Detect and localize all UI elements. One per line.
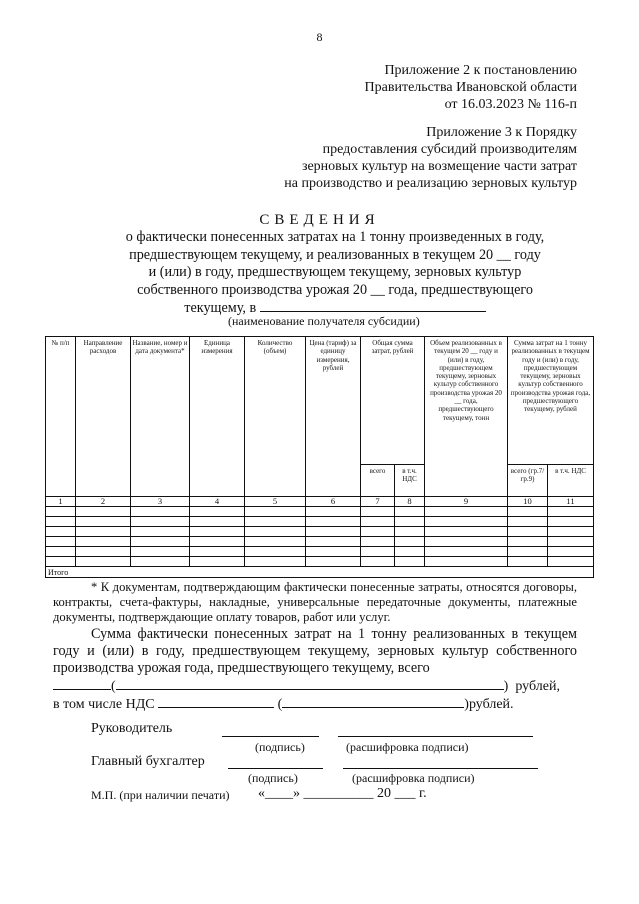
header-document: Название, номер и дата документа* [131,337,190,497]
col-number: 7 [361,497,395,507]
col-number: 9 [425,497,508,507]
document-subtitle [90,229,580,318]
rubles-label: рублей, [515,679,560,694]
header-quantity: Количество (объем) [245,337,306,497]
col-number: 2 [76,497,131,507]
date-field[interactable]: «____» __________ 20 ___ г. [258,786,427,801]
head-decode-caption: (расшифровка подписи) [346,740,469,754]
total-row[interactable] [46,567,594,578]
amount-number-field[interactable] [53,677,111,690]
accountant-label: Главный бухгалтер [91,754,205,769]
vat-rubles-label: рублей. [468,697,514,712]
subtitle-line: текущему, в [184,300,257,316]
accountant-sign-caption: (подпись) [248,771,298,785]
footnote: * К документам, подтверждающим фактически понесенные затраты, относятся договоры, контракты, счета-фактуры, накладные, универсальные передаточные документы, платежные документы, подтверждающие оплату товаров, работ или услуг. [53,580,577,624]
total-label: Итого [46,567,594,578]
header-vat: в т.ч. НДС [395,465,425,497]
recipient-blank[interactable] [260,299,486,312]
header-num: № п/п [46,337,76,497]
vat-label: в том числе НДС [53,697,155,712]
subtitle-line: и (или) в году, предшествующем текущему, зерновых культур [148,264,522,280]
header-total-per-ton: всего (гр.7/ гр.9) [508,465,548,497]
numbers-row [46,497,594,507]
head-signature-field[interactable] [222,736,319,737]
expenses-table [45,336,594,578]
head-decode-field[interactable] [338,736,533,737]
head-label: Руководитель [91,721,173,736]
document-title: СВЕДЕНИЯ [259,212,380,228]
seal-label: М.П. (при наличии печати) [91,788,230,802]
table-row[interactable] [46,537,594,547]
col-number: 1 [46,497,76,507]
header-vat-per-ton: в т.ч. НДС [548,465,594,497]
vat-words-field[interactable] [282,695,464,708]
vat-line: в том числе НДС ( )рублей. [53,697,514,712]
table-row[interactable] [46,557,594,567]
header-volume: Объем реализованных в текущем 20 __ году и (или) в году, предшествующем текущему, зерновых культур собственного производства урожая 20 __ года, предшествующего текущему, тонн [425,337,508,497]
head-sign-caption: (подпись) [255,740,305,754]
subtitle-line: о фактически понесенных затратах на 1 тонну произведенных в году, [125,229,545,245]
col-number: 5 [245,497,306,507]
table-row[interactable] [46,517,594,527]
sum-paragraph: Сумма фактически понесенных затрат на 1 тонну реализованных в текущем году и (или) в году, предшествующем текущему, зерновых культур собственного производства урожая года, предшествующего текущему, всего [53,626,577,676]
accountant-decode-caption: (расшифровка подписи) [352,771,475,785]
header-cost-per-ton: Сумма затрат на 1 тонну реализованных в текущем году и (или) в году, предшествующем текущему, зерновых культур собственного производства урожая года, предшествующего текущему, рублей [508,337,594,465]
page-number: 8 [316,30,323,44]
col-number: 4 [190,497,245,507]
header-total-cost: Общая сумма затрат, рублей [361,337,425,465]
header-direction: Направление расходов [76,337,131,497]
annex-line: на производство и реализацию зерновых культур [284,176,577,191]
annex-procedure [284,124,577,192]
recipient-caption: (наименование получателя субсидии) [228,314,420,328]
sum-amount-line: ( ) рублей, [53,677,577,695]
annex-line: Приложение 2 к постановлению [384,63,577,78]
accountant-decode-field[interactable] [343,768,538,769]
header-price: Цена (тариф) за единицу измерения, рублей [306,337,361,497]
header-unit: Единица измерения [190,337,245,497]
annex-line: от 16.03.2023 № 116-п [444,97,577,112]
annex-line: предоставления субсидий производителям [322,142,577,157]
col-number: 10 [508,497,548,507]
annex-header [365,62,577,113]
annex-line: Приложение 3 к Порядку [426,125,577,140]
annex-line: зерновых культур на возмещение части затрат [301,159,577,174]
table-row[interactable] [46,527,594,537]
vat-number-field[interactable] [158,695,274,708]
accountant-signature-field[interactable] [228,768,323,769]
subtitle-line: предшествующем текущему, и реализованных в текущем 20 __ году [129,246,541,263]
col-number: 6 [306,497,361,507]
subtitle-line: собственного производства урожая 20 __ года, предшествующего [137,281,533,298]
col-number: 11 [548,497,594,507]
annex-line: Правительства Ивановской области [364,80,577,95]
table-row[interactable] [46,547,594,557]
table-row[interactable] [46,507,594,517]
col-number: 3 [131,497,190,507]
col-number: 8 [395,497,425,507]
header-total: всего [361,465,395,497]
amount-words-field[interactable] [116,677,504,690]
